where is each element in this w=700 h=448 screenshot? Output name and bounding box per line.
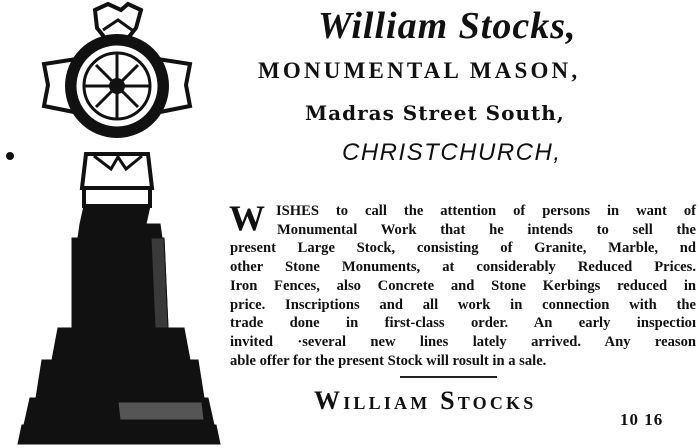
body-drop-cap: W: [229, 198, 265, 238]
body-line: trade done in first-class order. An early inspectioı: [230, 315, 696, 332]
ad-code: 10 16: [620, 410, 664, 429]
body-line: Monumental Work that he intends to sell the: [277, 221, 696, 238]
advertiser-trade: MONUMENTAL MASON,: [258, 58, 581, 83]
body-line: ISHES to call the attention of persons in want of: [276, 203, 696, 219]
body-line: present Large Stock, consisting of Granite, Marble, nd: [230, 240, 696, 257]
body-line: Iron Fences, also Concrete and Stone Kerbings reduced in: [230, 277, 696, 294]
advertiser-street: Madras Street South,: [305, 101, 565, 125]
signature: William Stocks: [314, 386, 537, 415]
body-line: other Stone Monuments, at considerably Reduced Prices.: [230, 259, 696, 276]
body-paragraph: [229, 198, 696, 370]
advertiser-name: William Stocks,: [318, 5, 577, 47]
divider-rule: [400, 376, 497, 378]
body-line: able offer for the present Stock will rosult in a sale.: [230, 352, 547, 369]
body-line: price. Inscriptions and all work in connection with the: [230, 296, 696, 313]
advertiser-city: CHRISTCHURCH,: [342, 139, 562, 166]
body-line: invited ·several new lines lately arrived. Any reason: [230, 333, 696, 350]
